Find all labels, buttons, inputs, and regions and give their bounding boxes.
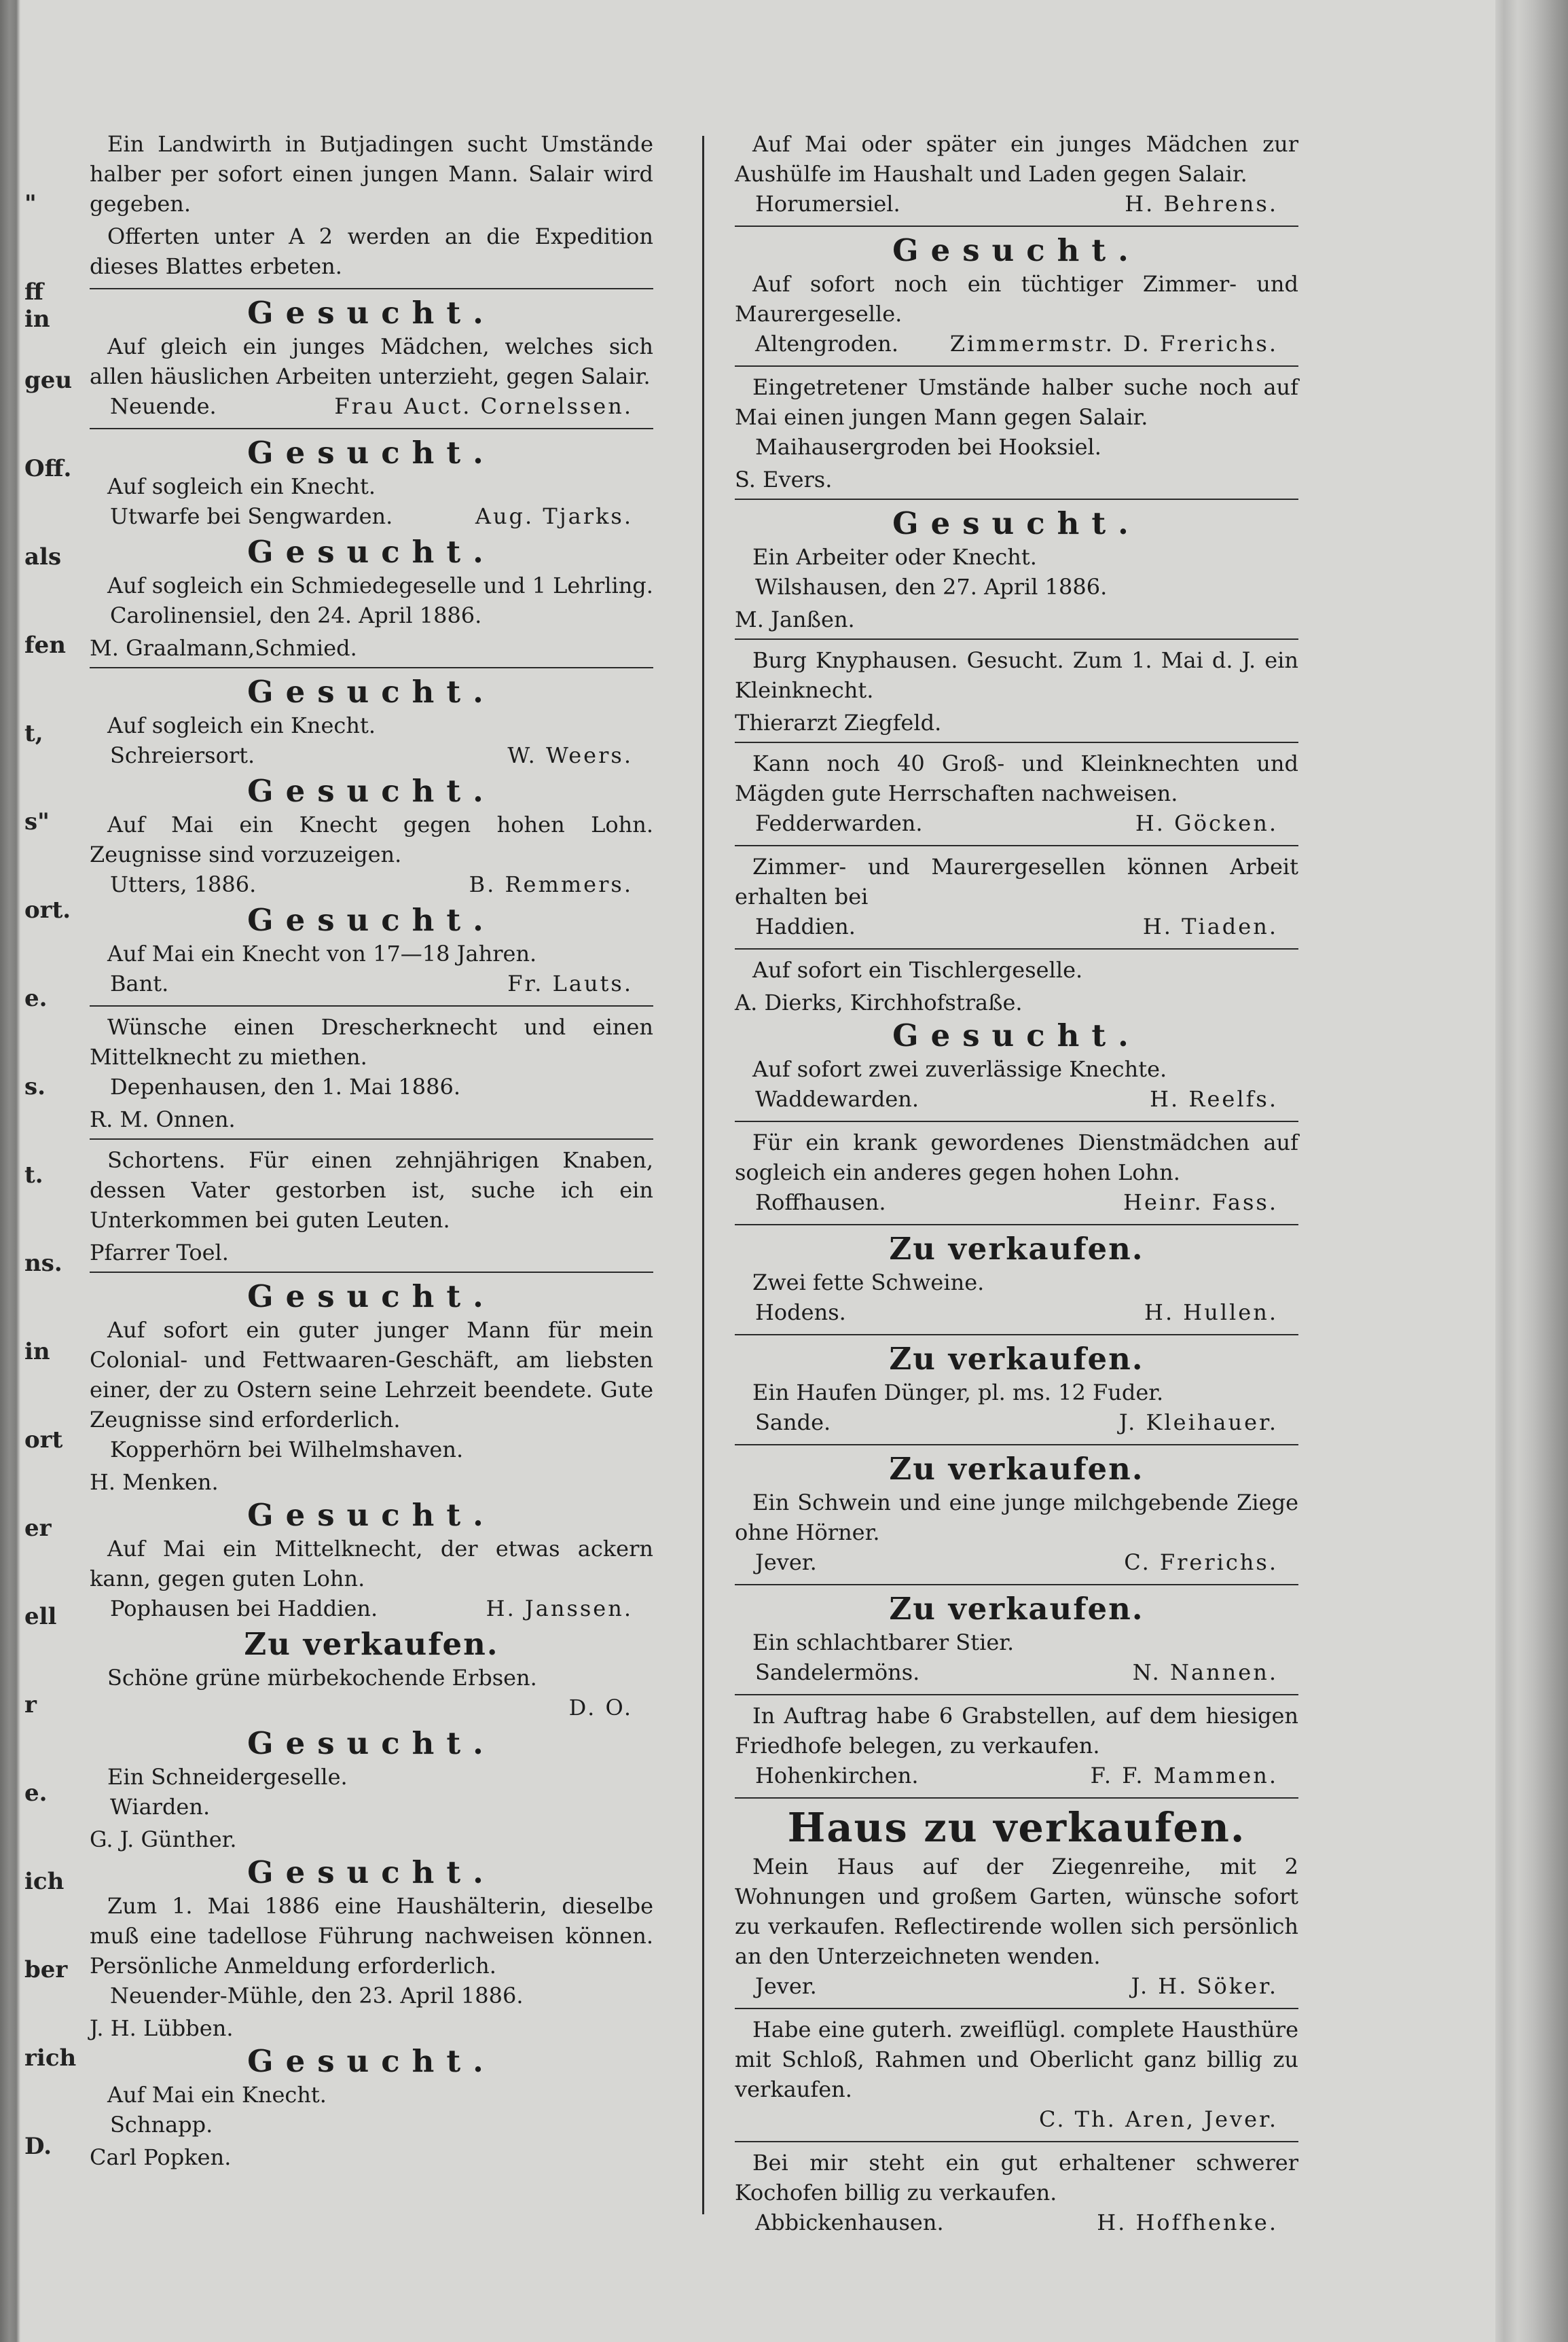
ad-text: Auf sofort ein guter junger Mann für mein Colonial- und Fettwaaren-Geschäft, am liebsten einer, der zu Ostern seine Lehrzeit beendete. Gute Zeugnisse sind erforderlich. [90,1317,653,1433]
ad-signature-line [735,1547,1298,1577]
column-divider [702,136,704,2214]
ad-signature: J. H. Lübben. [90,2015,234,2041]
divider-rule [735,226,1298,227]
ad-signature-line [735,1761,1298,1790]
edge-fragment: in [24,1338,50,1365]
classified-ad [735,955,1298,988]
ad-heading: Gesucht. [247,1725,496,1761]
edge-fragment: ort. [24,897,71,924]
divider-rule [735,2008,1298,2009]
ad-place: Hohenkirchen. [755,1763,919,1788]
divider-rule [90,1138,653,1140]
ad-signature-line [90,1072,653,1102]
ad-place: Roffhausen. [755,1189,886,1215]
divider-rule [735,638,1298,640]
ad-heading: Gesucht. [247,1278,496,1314]
right-column [735,129,1298,2240]
edge-fragment: ber [24,1956,68,1983]
ad-signature-line [90,1792,653,1822]
ad-advertiser: N. Nannen. [1132,1659,1278,1685]
edge-fragment: ns. [24,1250,62,1277]
ad-signature-line [90,1981,653,2011]
ad-signature-line [90,1435,653,1464]
edge-fragment: Off. [24,455,72,482]
edge-fragment: ff in [24,278,50,333]
ad-signature-line [735,912,1298,941]
edge-fragment: er [24,1515,52,1542]
classified-ad [735,1627,1298,1690]
ad-text: Auf sofort ein Tischlergeselle. [752,957,1083,983]
ad-advertiser: Frau Auct. Cornelssen. [334,393,633,419]
ad-advertiser: H. Behrens. [1125,191,1278,217]
ad-advertiser: F. F. Mammen. [1090,1763,1278,1788]
ad-advertiser: Heinr. Fass. [1123,1189,1278,1215]
ad-place: Sande. [755,1409,831,1435]
ad-place: Pophausen bei Haddien. [110,1596,378,1621]
ad-heading: Gesucht. [247,674,496,710]
ad-signature-line [90,501,653,531]
classified-ad [735,1852,1298,2004]
ad-place: Jever. [755,1549,817,1575]
ad-advertiser: J. Kleihauer. [1118,1409,1278,1435]
ad-advertiser: Aug. Tjarks. [475,503,633,529]
classified-ad [735,749,1298,841]
divider-rule [735,1334,1298,1335]
ad-heading: Gesucht. [892,232,1141,268]
ad-signature: M. Janßen. [735,607,855,632]
ad-signature-line [90,740,653,770]
ad-signature-line [735,189,1298,219]
divider-rule [735,1694,1298,1695]
ad-text: Habe eine guterh. zweiflügl. complete Hausthüre mit Schloß, Rahmen und Oberlicht ganz billig zu verkaufen. [735,2017,1298,2102]
classified-ad [735,852,1298,944]
ad-advertiser: H. Janssen. [486,1596,633,1621]
ad-text: Ein Haufen Dünger, pl. ms. 12 Fuder. [752,1380,1164,1405]
ad-signature: M. Graalmann, [90,635,255,661]
ad-advertiser: B. Remmers. [469,871,633,897]
ad-heading: Gesucht. [247,773,496,809]
ad-place: Utwarfe bei Sengwarden. [110,503,393,529]
divider-rule [735,1224,1298,1225]
classified-ad [735,269,1298,361]
classified-ad [735,1701,1298,1793]
ad-text: Auf Mai ein Knecht von 17—18 Jahren. [107,941,537,967]
ad-place: Jever. [755,1973,817,1999]
edge-fragment: ell [24,1603,57,1630]
edge-fragment: t, [24,720,43,747]
edge-fragment: e. [24,1780,48,1807]
ad-signature: Pfarrer Toel. [90,1240,229,1265]
ad-advertiser: J. H. Söker. [1131,1973,1278,1999]
ad-signature-line [90,969,653,998]
classified-ad [90,810,653,902]
ad-advertiser: H. Göcken. [1135,810,1278,836]
ad-signature: R. M. Onnen. [90,1106,236,1132]
ad-advertiser: H. Reelfs. [1150,1086,1278,1112]
ad-place: Maihausergroden bei Hooksiel. [755,434,1101,460]
edge-fragment: geu [24,367,73,394]
ad-text: Zimmer- und Maurergesellen können Arbeit erhalten bei [735,854,1298,909]
ad-place: Schreiersort. [110,742,255,768]
ad-text: Auf Mai ein Mittelknecht, der etwas ackern kann, gegen guten Lohn. [90,1536,653,1591]
edge-fragment: D. [24,2133,52,2160]
classified-ad [735,2015,1298,2137]
ad-place: Waddewarden. [755,1086,919,1112]
ad-advertiser: Fr. Lauts. [507,971,633,996]
ad-signature-line [90,1593,653,1623]
edge-fragment: " [24,190,37,217]
edge-fragment: r [24,1691,37,1718]
classified-ad [735,542,1298,605]
ad-place: Fedderwarden. [755,810,923,836]
classified-ad [735,645,1298,708]
classified-ad [735,129,1298,221]
ad-text: Auf Mai oder später ein junges Mädchen zur Aushülfe im Haushalt und Laden gegen Salair. [735,131,1298,187]
ad-signature-line [90,391,653,421]
ad-signature: Schmied. [255,635,357,661]
ad-place: Hodens. [755,1299,846,1325]
ad-signature: H. Menken. [90,1469,219,1495]
ad-heading: Zu verkaufen. [889,1231,1144,1267]
classified-ad [90,221,653,284]
ad-text: Auf sogleich ein Schmiedegeselle und 1 Lehrling. [107,573,653,598]
divider-rule [735,365,1298,367]
ad-signature: S. Evers. [735,467,833,492]
edge-fragment: als [24,543,62,571]
ad-place: Haddien. [755,914,856,939]
ad-text: Auf Mai ein Knecht. [107,2082,327,2108]
edge-fragment: fen [24,632,66,659]
ad-text: Auf sogleich ein Knecht. [107,713,376,738]
ad-text: Bei mir steht ein gut erhaltener schwerer Kochofen billig zu verkaufen. [735,2150,1298,2205]
divider-rule [90,428,653,429]
ad-signature: Thierarzt Ziegfeld. [735,710,942,736]
ad-text: In Auftrag habe 6 Grabstellen, auf dem hiesigen Friedhofe belegen, zu verkaufen. [735,1703,1298,1759]
ad-signature-line [735,329,1298,359]
ad-signature-line [735,572,1298,602]
divider-rule [90,288,653,289]
ad-signature-line [735,2104,1298,2134]
ad-heading: Gesucht. [247,435,496,471]
left-column [90,129,653,2172]
ad-place: Schnapp. [110,2112,213,2138]
edge-fragment: ich [24,1868,65,1895]
ad-signature-line [735,432,1298,462]
classified-ad [90,129,653,221]
divider-rule [735,1797,1298,1799]
ad-signature-line [735,1084,1298,1114]
ad-heading: Gesucht. [247,295,496,331]
edge-fragment: s" [24,808,50,835]
classified-ad [90,571,653,633]
classified-ad [735,372,1298,465]
ad-signature-line [735,1407,1298,1437]
ad-signature: A. Dierks, Kirchhofstraße. [735,990,1023,1015]
edge-fragment: t. [24,1161,43,1189]
ad-advertiser: H. Hoffhenke. [1097,2210,1278,2235]
ad-heading: Zu verkaufen. [889,1341,1144,1377]
ad-text: Ein Arbeiter oder Knecht. [752,544,1037,570]
ad-place: Neuender-Mühle, den 23. April 1886. [110,1983,524,2008]
ad-advertiser: C. Frerichs. [1124,1549,1278,1575]
classified-ad [90,1663,653,1725]
divider-rule [90,667,653,668]
ad-advertiser: Zimmermstr. D. Frerichs. [949,331,1278,357]
ad-signature-line [735,808,1298,838]
ad-text: Schöne grüne mürbekochende Erbsen. [107,1665,537,1691]
classified-ad [735,1054,1298,1117]
ad-signature-line [735,1297,1298,1327]
divider-rule [735,948,1298,950]
divider-rule [735,499,1298,500]
ad-signature: Carl Popken. [90,2144,232,2170]
ad-text: Für ein krank gewordenes Dienstmädchen auf sogleich ein anderes gegen hohen Lohn. [735,1130,1298,1185]
classified-ad [90,1012,653,1104]
ad-text: Auf sofort noch ein tüchtiger Zimmer- und Maurergeselle. [735,271,1298,327]
divider-rule [735,1584,1298,1585]
ad-text: Auf sogleich ein Knecht. [107,473,376,499]
ad-text: Eingetretener Umstände halber suche noch auf Mai einen jungen Mann gegen Salair. [735,374,1298,430]
ad-signature-line [735,1187,1298,1217]
ad-signature-line [735,1657,1298,1687]
ad-signature-line [90,2110,653,2140]
ad-text: Wünsche einen Drescherknecht und einen Mittelknecht zu miethen. [90,1014,653,1070]
ad-place: Neuende. [110,393,217,419]
ad-heading: Gesucht. [247,1854,496,1890]
ad-text: Zwei fette Schweine. [752,1269,985,1295]
divider-rule [735,742,1298,743]
ad-place: Horumersiel. [755,191,900,217]
ad-advertiser: C. Th. Aren, Jever. [1038,2106,1278,2132]
ad-heading: Gesucht. [892,505,1141,541]
classified-ad [90,1762,653,1824]
classified-ad [90,331,653,424]
divider-rule [735,1444,1298,1445]
ad-text: Offerten unter A 2 werden an die Expedition dieses Blattes erbeten. [90,223,653,279]
classified-ad [90,939,653,1001]
classified-ad [90,471,653,534]
ad-text: Burg Knyphausen. Gesucht. Zum 1. Mai d. J. ein Kleinknecht. [735,647,1298,703]
ad-advertiser: H. Hullen. [1144,1299,1278,1325]
ad-place: Utters, 1886. [110,871,257,897]
classified-ad [90,1534,653,1626]
ad-heading: Haus zu verkaufen. [787,1804,1246,1851]
classified-ad [735,1267,1298,1330]
ad-place: Sandelermöns. [755,1659,920,1685]
ad-text: Auf gleich ein junges Mädchen, welches sich allen häuslichen Arbeiten unterzieht, gegen Salair. [90,334,653,389]
ad-place: Bant. [110,971,169,996]
ad-signature-line [735,1971,1298,2001]
ad-advertiser: W. Weers. [507,742,633,768]
ad-text: Auf sofort zwei zuverlässige Knechte. [752,1056,1167,1082]
edge-fragment: e. [24,985,48,1012]
divider-rule [735,1121,1298,1122]
ad-signature-line [90,869,653,899]
ad-signature-line [90,600,653,630]
classified-ad [90,2080,653,2142]
divider-rule [735,845,1298,846]
ad-place: Wilshausen, den 27. April 1886. [755,574,1108,600]
ad-text: Ein Schwein und eine junge milchgebende Ziege ohne Hörner. [735,1490,1298,1545]
ad-text: Ein Landwirth in Butjadingen sucht Umstände halber per sofort einen jungen Mann. Salair wird gegeben. [90,131,653,217]
newspaper-page [22,0,1495,2342]
ad-heading: Gesucht. [247,902,496,938]
ad-place: Wiarden. [110,1794,211,1820]
classified-ad [90,1315,653,1467]
ad-place: Kopperhörn bei Wilhelmshaven. [110,1437,464,1462]
classified-ad [90,710,653,773]
edge-fragment: s. [24,1073,45,1100]
ad-text: Ein Schneidergeselle. [107,1764,348,1790]
ad-signature: G. J. Günther. [90,1826,237,1852]
ad-heading: Zu verkaufen. [244,1626,499,1662]
ad-signature-line [735,2208,1298,2237]
ad-text: Schortens. Für einen zehnjährigen Knaben, dessen Vater gestorben ist, suche ich ein Unterkommen bei guten Leuten. [90,1147,653,1233]
divider-rule [735,2141,1298,2142]
classified-ad [735,2148,1298,2240]
classified-ad [90,1891,653,2013]
ad-heading: Zu verkaufen. [889,1591,1144,1627]
previous-page-edge [22,27,77,2296]
edge-fragment: ort [24,1426,63,1454]
divider-rule [90,1005,653,1007]
ad-text: Ein schlachtbarer Stier. [752,1629,1015,1655]
ad-heading: Gesucht. [247,2043,496,2079]
ad-heading: Gesucht. [247,1497,496,1533]
ad-heading: Gesucht. [247,534,496,570]
ad-heading: Zu verkaufen. [889,1451,1144,1487]
edge-fragment: rich [24,2044,77,2072]
ad-place: Depenhausen, den 1. Mai 1886. [110,1074,460,1100]
ad-text: Kann noch 40 Groß- und Kleinknechten und Mägden gute Herrschaften nachweisen. [735,751,1298,806]
ad-advertiser: H. Tiaden. [1142,914,1278,939]
ad-advertiser: D. O. [568,1695,633,1721]
classified-ad [90,1145,653,1238]
ad-text: Zum 1. Mai 1886 eine Haushälterin, dieselbe muß eine tadellose Führung nachweisen können. Persönliche Anmeldung erforderlich. [90,1893,653,1979]
divider-rule [90,1272,653,1273]
ad-place: Altengroden. [755,331,898,357]
ad-place: Carolinensiel, den 24. April 1886. [110,602,482,628]
ad-text: Mein Haus auf der Ziegenreihe, mit 2 Wohnungen und großem Garten, wünsche sofort zu verkaufen. Reflectirende wollen sich persönlich an den Unterzeichneten wenden. [735,1854,1298,1969]
ad-place: Abbickenhausen. [755,2210,944,2235]
classified-ad [735,1488,1298,1580]
ad-heading: Gesucht. [892,1017,1141,1053]
ad-text: Auf Mai ein Knecht gegen hohen Lohn. Zeugnisse sind vorzuzeigen. [90,812,653,867]
classified-ad [735,1128,1298,1220]
ad-signature-line [90,1693,653,1723]
classified-ad [735,1377,1298,1440]
